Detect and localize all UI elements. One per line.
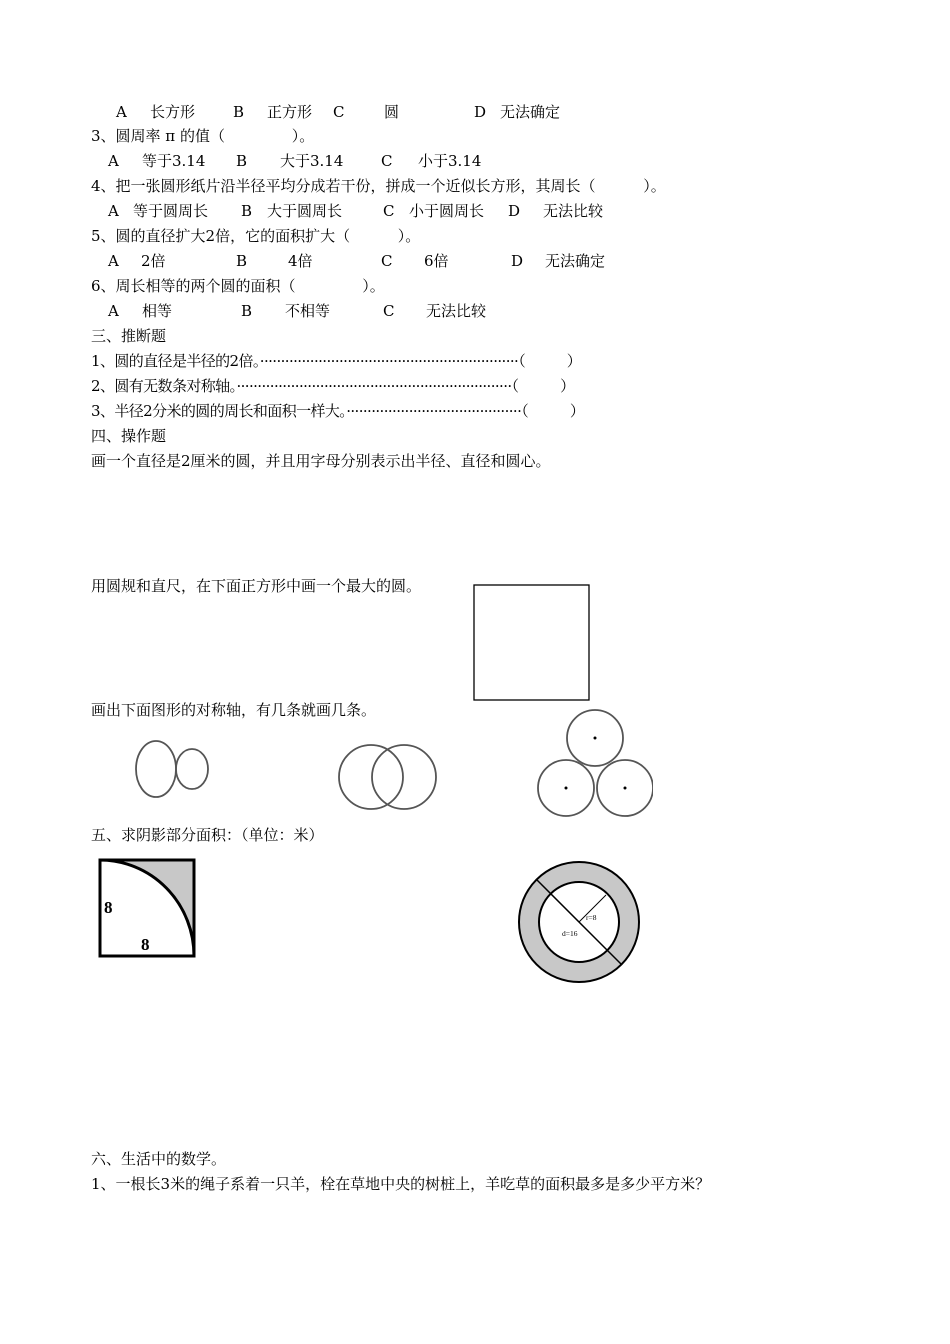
- option-a-letter: A: [108, 202, 119, 220]
- option-c-letter: C: [381, 252, 393, 270]
- option-a-letter: A: [116, 103, 127, 121]
- option-a-text: 相等: [142, 302, 173, 320]
- quarter-circle-square-figure: [97, 857, 199, 961]
- option-d-text: 无法确定: [500, 103, 561, 121]
- option-c-text: 圆: [384, 103, 400, 121]
- option-a-letter: A: [108, 252, 119, 270]
- task-circle-in-square: 用圆规和直尺，在下面正方形中画一个最大的圆。: [91, 577, 422, 595]
- section-6-title: 六、生活中的数学。: [91, 1150, 227, 1168]
- option-c-letter: C: [333, 103, 345, 121]
- section-4-title: 四、操作题: [91, 427, 167, 445]
- overlapping-circles-figure: [334, 741, 442, 813]
- option-d-text: 无法确定: [545, 252, 606, 270]
- option-a-text: 长方形: [150, 103, 196, 121]
- two-ellipses-figure: [130, 738, 215, 802]
- task-draw-circle: 画一个直径是2厘米的圆，并且用字母分别表示出半径、直径和圆心。: [91, 452, 551, 470]
- option-b-letter: B: [236, 152, 248, 170]
- label-radius: r=8: [586, 913, 597, 922]
- option-a-text: 2倍: [141, 252, 166, 270]
- option-b-letter: B: [241, 302, 253, 320]
- question-5: 5、圆的直径扩大2倍，它的面积扩大（ ）。: [91, 227, 421, 245]
- question-6: 6、周长相等的两个圆的面积（ ）。: [91, 277, 385, 295]
- option-b-text: 4倍: [288, 252, 313, 270]
- option-c-letter: C: [381, 152, 393, 170]
- option-b-letter: B: [241, 202, 253, 220]
- judge-item-2: 2、圆有无数条对称轴。··································································（ ）: [91, 377, 575, 395]
- option-b-text: 不相等: [285, 302, 331, 320]
- option-c-text: 6倍: [424, 252, 449, 270]
- option-c-text: 无法比较: [426, 302, 487, 320]
- judge-item-1: 1、圆的直径是半径的2倍。······························································（ ）: [91, 352, 582, 370]
- option-d-text: 无法比较: [543, 202, 604, 220]
- empty-square-figure: [472, 583, 592, 703]
- option-d-letter: D: [511, 252, 524, 270]
- option-d-letter: D: [508, 202, 521, 220]
- option-b-text: 大于圆周长: [267, 202, 343, 220]
- option-b-text: 大于3.14: [280, 152, 344, 170]
- option-c-text: 小于3.14: [418, 152, 482, 170]
- option-b-text: 正方形: [267, 103, 313, 121]
- task-symmetry-axes: 画出下面图形的对称轴，有几条就画几条。: [91, 701, 377, 719]
- label-side-bottom: 8: [141, 935, 150, 954]
- life-question-1: 1、一根长3米的绳子系着一只羊，栓在草地中央的树桩上，羊吃草的面积最多是多少平方米？: [91, 1175, 711, 1193]
- option-d-letter: D: [474, 103, 487, 121]
- option-b-letter: B: [236, 252, 248, 270]
- option-c-letter: C: [383, 302, 395, 320]
- option-c-text: 小于圆周长: [409, 202, 485, 220]
- option-a-text: 等于圆周长: [133, 202, 209, 220]
- section-3-title: 三、推断题: [91, 327, 167, 345]
- label-diameter: d=16: [562, 929, 578, 938]
- ring-figure: [516, 859, 644, 987]
- option-b-letter: B: [233, 103, 245, 121]
- option-a-text: 等于3.14: [142, 152, 206, 170]
- question-3: 3、圆周率 π 的值（ ）。: [91, 127, 315, 145]
- option-a-letter: A: [108, 302, 119, 320]
- question-4: 4、把一张圆形纸片沿半径平均分成若干份，拼成一个近似长方形，其周长（ ）。: [91, 177, 666, 195]
- label-side-left: 8: [104, 898, 113, 917]
- option-a-letter: A: [108, 152, 119, 170]
- three-circles-figure: [533, 708, 653, 820]
- section-5-title: 五、求阴影部分面积：（单位：米）: [91, 826, 324, 844]
- judge-item-3: 3、半径2分米的圆的周长和面积一样大。··········································（ ）: [91, 402, 585, 420]
- option-c-letter: C: [383, 202, 395, 220]
